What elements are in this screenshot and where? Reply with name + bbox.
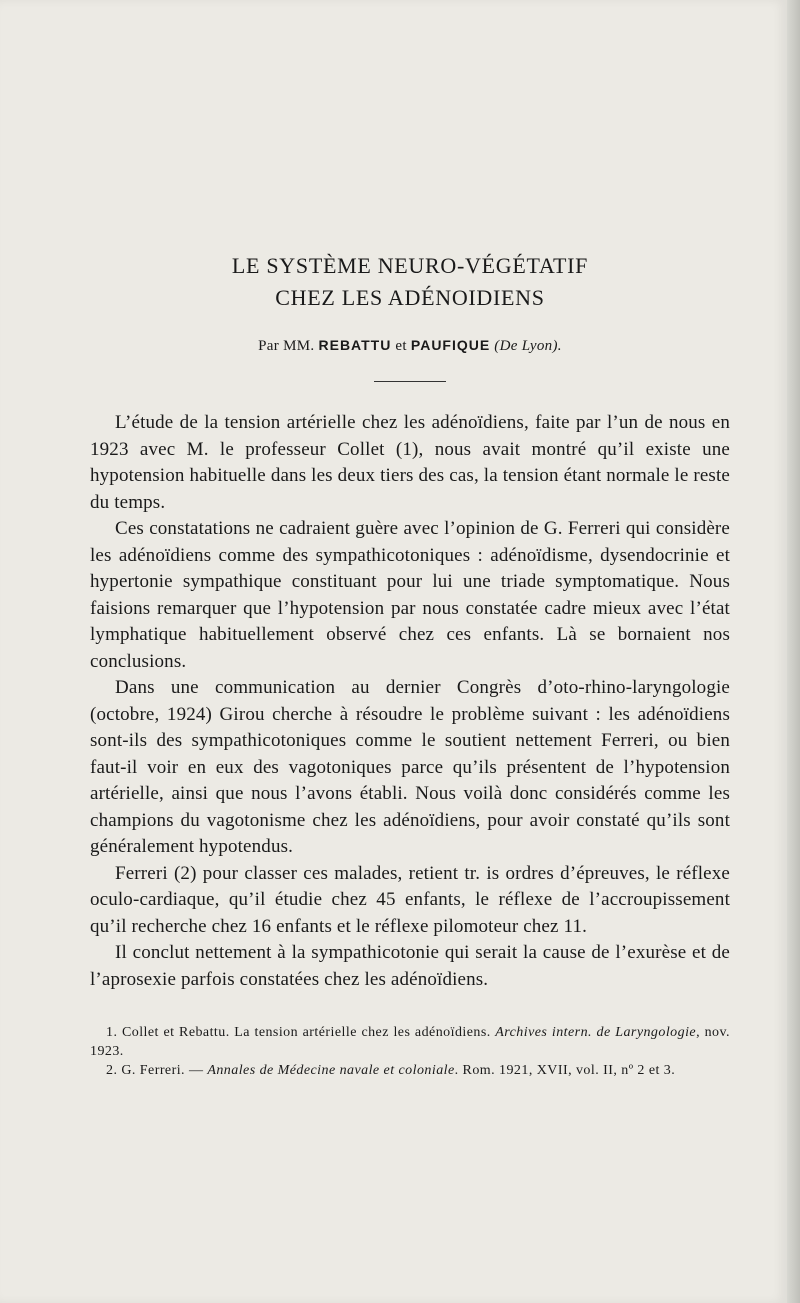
footnote-1 — [90, 1023, 730, 1061]
footnotes — [90, 1023, 730, 1080]
footnote-source-title: Annales de Médecine navale et coloniale — [207, 1063, 455, 1078]
author-byline — [90, 334, 730, 357]
byline-prefix: Par MM. — [258, 338, 315, 354]
footnote-text: , nov. 1923. — [90, 1025, 730, 1059]
author-affiliation: (De Lyon). — [494, 338, 562, 354]
paragraph: Dans une communication au dernier Congrès d’oto-rhino-laryngologie (octobre, 1924) Girou cherche à résoudre le problème suivant : les adénoïdiens sont-ils des sympathicotoniques comme le soutient nettement Ferreri, ou bien faut-il voir en eux des vagotoniques parce qu’ils présentent de l’hypotension artérielle, ainsi que nous l’avons établi. Nous voilà donc considérés comme les champions du vagotonisme chez les adénoïdiens, pour avoir constaté qu’ils sont généralement hypotendus. — [90, 677, 730, 857]
paragraph: Ces constatations ne cadraient guère avec l’opinion de G. Ferreri qui considère les adénoïdiens comme des sympathicotoniques : adénoïdisme, dysendocrinie et hypertonie sympathique constituant pour lui une triade symptomatique. Nous faisions remarquer que l’hypotension par nous constatée cadre mieux avec l’état lymphatique habituellement observé chez ces enfants. Là se bornaient nos conclusions. — [90, 518, 730, 672]
article-title-line-1: LE SYSTÈME NEURO-VÉGÉTATIF — [231, 253, 589, 278]
page-edge-shadow — [787, 0, 800, 1303]
author-name-1: REBATTU — [318, 337, 392, 353]
article-title — [90, 250, 730, 314]
footnote-2 — [90, 1061, 730, 1080]
paragraph: Il conclut nettement à la sympathicotonie qui serait la cause de l’exurèse et de l’aprosexie parfois constatées chez les adénoïdiens. — [90, 942, 730, 990]
footnote-text: . Rom. 1921, XVII, vol. II, nº 2 et 3. — [454, 1063, 676, 1078]
article-body — [90, 250, 730, 1080]
title-rule — [374, 381, 446, 382]
article-title-line-2: CHEZ LES ADÉNOIDIENS — [275, 285, 545, 310]
footnote-text: 1. Collet et Rebattu. La tension artérielle chez les adénoïdiens. — [106, 1025, 496, 1040]
footnote-source-title: Archives intern. de Laryngologie — [495, 1025, 697, 1040]
author-name-2: PAUFIQUE — [410, 337, 491, 353]
byline-conjunction: et — [395, 338, 407, 354]
footnote-text: 2. G. Ferreri. — — [106, 1063, 208, 1078]
paragraph: L’étude de la tension artérielle chez les adénoïdiens, faite par l’un de nous en 1923 avec M. le professeur Collet (1), nous avait montré qu’il existe une hypotension habituelle dans les deux tiers des cas, la tension étant normale le reste du temps. — [90, 412, 730, 513]
paragraph: Ferreri (2) pour classer ces malades, retient tr. is ordres d’épreuves, le réflexe oculo-cardiaque, qu’il étudie chez 45 enfants, le réflexe de l’accroupissement qu’il recherche chez 16 enfants et le réflexe pilomoteur chez 11. — [90, 862, 730, 937]
